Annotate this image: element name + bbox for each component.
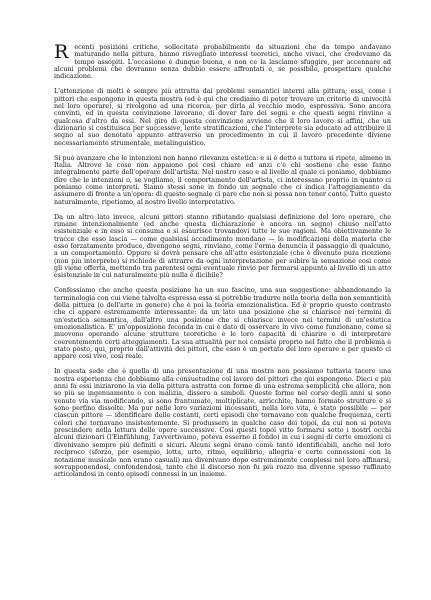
dropcap-letter: R <box>54 41 69 63</box>
paragraph-3: Si può avanzare che le intenzioni non hanno rilevanza estetica: e si è detto e tuttora si ripete, almeno in Italia. Altrove le cose non appaiono poi così chiare ed anzi c'è chi sostiene che esse fanno integralmente parte dell'operare dell'artista. Nel nostro caso e al livello al quale ci poniamo, dobbiamo dire che le intenzioni o, se vogliamo, il comportamento dell'artista, ci interessano proprio in quanto ci poniamo come interpreti. Siamo stessi sone in fondo un segnale che ci indica l'atteggiamento da assumere di fronte a un'opera: di questo segnale ci pare che non si possa non tener conto. Tutto questo naturalmente, ripetiamo, al nostro livello interpretativo. <box>54 153 391 206</box>
paragraph-2: L'attenzione di molti è sempre più attratta dai problemi semantici interni alla pittura; essi, come i pittori che espongono in questa mostra (ed è qui che crediamo di poter trovare un criterio di univocità nel loro operare), si rivolgono ad una ricerca, per dirla al vecchio modo, espressiva. Sono ancora convinti, ed in questa convinzione lavorano, di dover fare dei segni e che questi segni rinviino a qualcosa d'altro da essi. Nel giro di questa convinzione avviene che il loro lavoro si affini, che un dizionario si costituisca per successive, lente stratificazioni, che l'interprete sia educato ad attribuire il segno al suo denotato appunto attraverso un procedimento in cui il lavoro precedente diviene necessariamente strumentale, metalinguistico. <box>54 87 391 147</box>
paragraph-5: Confessiamo che anche questa posizione ha un suo fascino, una sua suggestione: abbandonando la terminologia con cui viene talvolta espressa essa si potrebbe tradurre nella teoria della non semanticità della pittura (o dell'arte in genere) che è poi la teoria emozionalistica. Ed è proprio questo contrasto che ci appare estremamente interessante: da un lato una posizione che si chiarisce nei termini di un'estetica semantica, dall'altro una posizione che si chiarisce invece nei termini di un'estetica emozionalistica. E' un'opposizione feconda in cui è dato di osservare in vivo come funzionano, come si muovono operando alcune strutture teoretiche e le loro capacità di chiarire e di interpretare coerentemente certi atteggiamenti. La sua attualità per noi consiste proprio nel fatto che il problema è stato posto, qui, proprio dall'attività dei pittori, che esso è un portato del loro operare e per questo ci appare così vivo, così reale. <box>54 286 391 361</box>
paragraph-1-text: ecenti posizioni critiche, sollecitate probabilmente da situazioni che da tempo andavano maturando nella pittura, hanno risvegliato interessi teoretici, anche vivaci, che credevamo da tempo assopiti. L'occasione è dunque buona, e non ce la lasciamo sfuggire, per accennare ad alcuni problemi che dovranno senza dubbio essere affrontati e, se possibile, prospettare qualche indicazione. <box>54 43 391 81</box>
paragraph-6: In questa sede che è quella di una presentazione di una mostra non possiamo tuttavia tacere una nostra esperienza che dobbiamo alla consuetudine col lavoro dei pittori che qui espongono. Dieci e più anni fa essi iniziarono la via della pittura astratta con forme di una estrema semplicità che allora, non so più se ingenuamente o con malizia, dissero a simboli. Queste forme nel corso degli anni si sono venute via via modificando, si sono frantumate, moltiplicate, arricchite, hanno formato strutture e si sono perfino dissolte. Ma pur nelle loro variazioni incessanti, nella loro vita, è stato possibile — per ciascun pittore — identificare delle costanti, certi episodi che tornavano con qualche frequenza, certi colori che tornavano insistentemente. Si produssero in qualche caso dei topoi, da cui non si poteva prescindere nella lettura delle opere successive. Così questi topoi vitto formarsi sotto i nostri occhi alcuni dizionari (l'Einfühlung, l'avvertivamo, poteva esserne il fondo) in cui i segni di certe emozioni ci divenivano sempre più definiti e sicuri. Alcuni segni erano come tanto identificabili, anche nel loro reciproco (sforzo, per esempio, lotta, urto, ritmo, equilibrio, allegria e certe connessioni con la notazione musicale non erano casuali) ma divenivano dopo estremamente complessi nel loro affinarsi, sovrapponendosi, confondendosi, tanto che il discorso non fu più rozzo ma divenne spesso raffinato articolandosi in cento episodi connessi in un insieme. <box>54 367 391 479</box>
paragraph-1 <box>54 41 391 81</box>
paragraph-4: Da un altro lato invece, alcuni pittori stanno rifiutando qualsiasi definizione del loro operare, che rimane intenzionalmente (ed anche questa dichiarazione è ancora un segno) chiuso nell'atto esistenziale e in esso si consuma e si esaurisce trovandovi tutte le sue ragioni. Ma obiettivamente le tracce che esso lascia — come qualsiasi accadimento mondano — le modificazioni della materia che esso forzatamente produce, divengono segni, rinviano, come l'orma denuncia il passaggio di qualcuno, a un comportamento. Oppure si dovrà pensare che all'atto esistenziale (che è divenuto pura ricezione (non più interprete) si richiede di attrarre da ogni interpretazione per subire la sensazione così come gli viene offerta, mettendo tra parentesi ogni eventuale rinvio per fermarsi appunto al livello di un atto esistenziale in cui naturalmente più nulla è dicibile? <box>54 212 391 280</box>
